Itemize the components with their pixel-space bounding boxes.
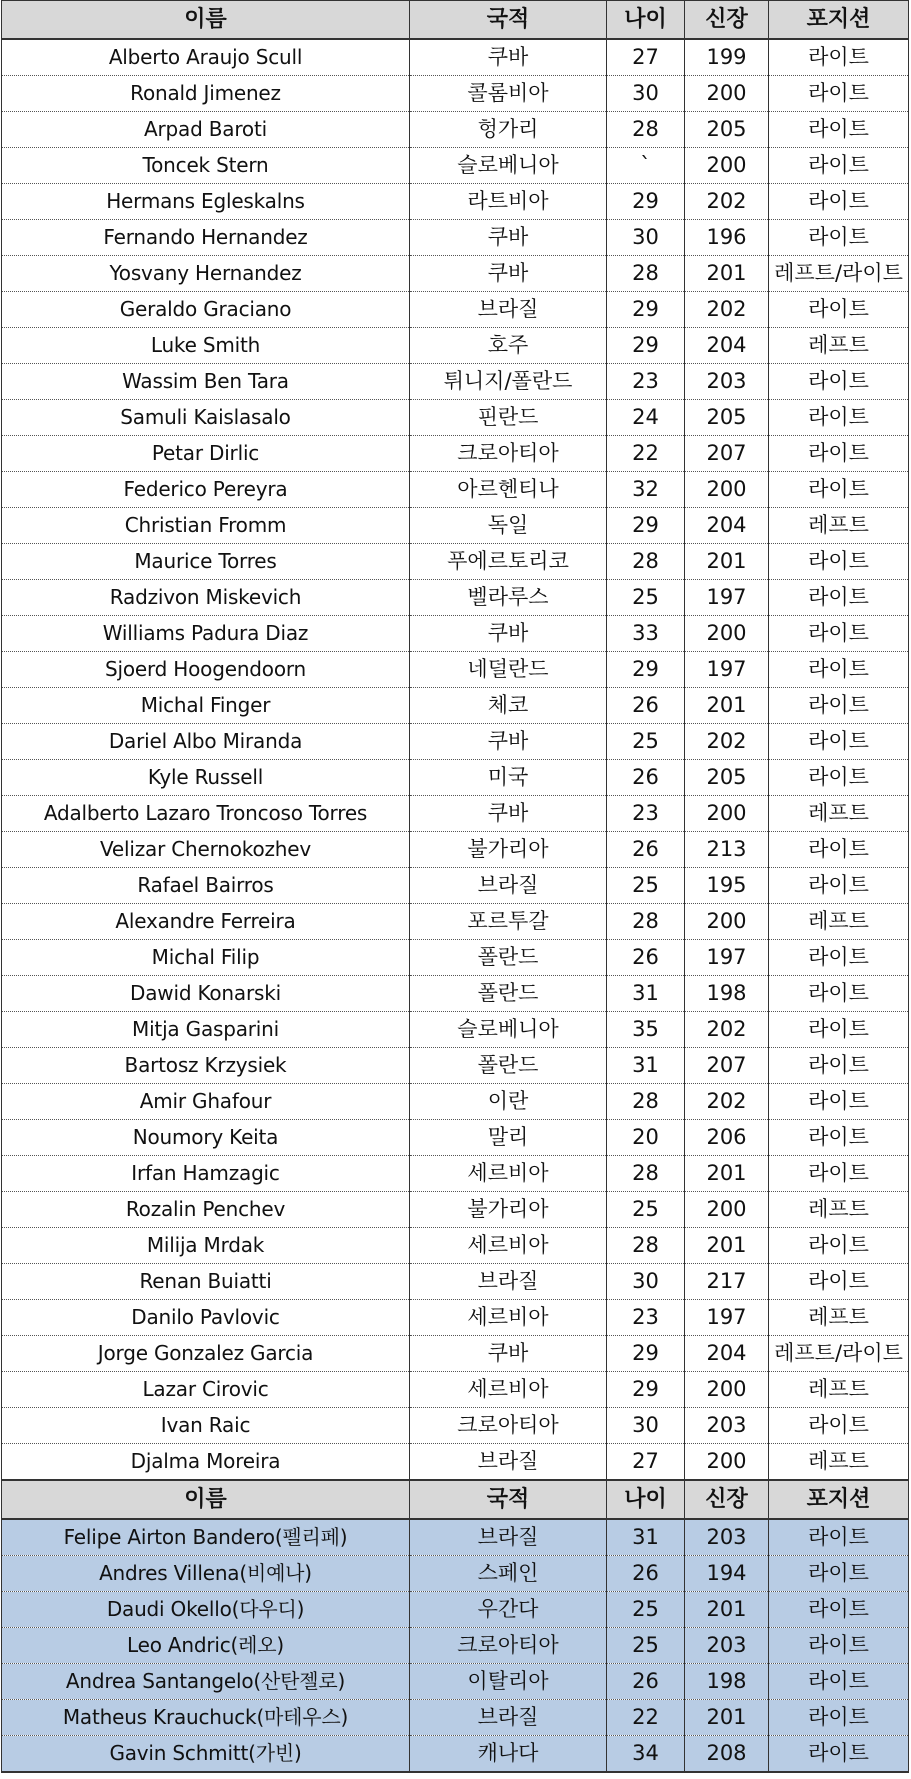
table-row xyxy=(2,976,909,1012)
cell-age: 26 xyxy=(607,688,685,724)
table-row xyxy=(2,1408,909,1444)
cell-name: Alberto Araujo Scull xyxy=(2,39,410,76)
cell-age: 29 xyxy=(607,184,685,220)
cell-age: 25 xyxy=(607,1192,685,1228)
cell-nationality: 아르헨티나 xyxy=(410,472,607,508)
cell-nationality: 쿠바 xyxy=(410,616,607,652)
cell-position: 라이트 xyxy=(769,39,909,76)
cell-name: Daudi Okello(다우디) xyxy=(2,1592,410,1628)
cell-name: Noumory Keita xyxy=(2,1120,410,1156)
header-name: 이름 xyxy=(2,1,410,40)
table-row xyxy=(2,400,909,436)
cell-position: 라이트 xyxy=(769,760,909,796)
cell-nationality: 브라질 xyxy=(410,1700,607,1736)
table-row xyxy=(2,508,909,544)
cell-position: 라이트 xyxy=(769,1228,909,1264)
cell-name: Danilo Pavlovic xyxy=(2,1300,410,1336)
header-row xyxy=(2,1,909,40)
cell-name: Renan Buiatti xyxy=(2,1264,410,1300)
table-row xyxy=(2,1300,909,1336)
table-row xyxy=(2,472,909,508)
cell-name: Geraldo Graciano xyxy=(2,292,410,328)
cell-position: 라이트 xyxy=(769,220,909,256)
cell-position: 라이트 xyxy=(769,1048,909,1084)
cell-age: 31 xyxy=(607,1048,685,1084)
cell-height: 200 xyxy=(685,1372,769,1408)
players-table xyxy=(1,0,909,1773)
cell-nationality: 크로아티아 xyxy=(410,1628,607,1664)
table-row xyxy=(2,436,909,472)
table-row xyxy=(2,1336,909,1372)
table-row xyxy=(2,220,909,256)
cell-name: Federico Pereyra xyxy=(2,472,410,508)
cell-age: 23 xyxy=(607,796,685,832)
cell-age: 29 xyxy=(607,1372,685,1408)
cell-name: Matheus Krauchuck(마테우스) xyxy=(2,1700,410,1736)
table-row xyxy=(2,112,909,148)
cell-age: 23 xyxy=(607,364,685,400)
table-row xyxy=(2,1372,909,1408)
cell-name: Andres Villena(비예나) xyxy=(2,1556,410,1592)
header-nationality: 국적 xyxy=(410,1,607,40)
header-age: 나이 xyxy=(607,1480,685,1519)
cell-nationality: 포르투갈 xyxy=(410,904,607,940)
cell-position: 라이트 xyxy=(769,544,909,580)
cell-nationality: 쿠바 xyxy=(410,220,607,256)
cell-name: Gavin Schmitt(가빈) xyxy=(2,1736,410,1773)
cell-height: 204 xyxy=(685,508,769,544)
cell-age: 28 xyxy=(607,1228,685,1264)
cell-name: Rafael Bairros xyxy=(2,868,410,904)
cell-nationality: 벨라루스 xyxy=(410,580,607,616)
header-position: 포지션 xyxy=(769,1,909,40)
cell-height: 200 xyxy=(685,472,769,508)
cell-age: 22 xyxy=(607,436,685,472)
cell-height: 202 xyxy=(685,724,769,760)
table-row xyxy=(2,796,909,832)
table-row xyxy=(2,39,909,76)
cell-name: Fernando Hernandez xyxy=(2,220,410,256)
cell-height: 203 xyxy=(685,364,769,400)
cell-age: 26 xyxy=(607,1664,685,1700)
cell-position: 라이트 xyxy=(769,652,909,688)
cell-height: 203 xyxy=(685,1408,769,1444)
cell-height: 194 xyxy=(685,1556,769,1592)
cell-name: Luke Smith xyxy=(2,328,410,364)
cell-height: 213 xyxy=(685,832,769,868)
cell-position: 레프트 xyxy=(769,1192,909,1228)
cell-nationality: 불가리아 xyxy=(410,1192,607,1228)
header-height: 신장 xyxy=(685,1480,769,1519)
cell-age: 30 xyxy=(607,1408,685,1444)
cell-height: 202 xyxy=(685,292,769,328)
cell-height: 217 xyxy=(685,1264,769,1300)
table-row xyxy=(2,76,909,112)
cell-position: 레프트 xyxy=(769,1372,909,1408)
cell-age: 20 xyxy=(607,1120,685,1156)
cell-height: 201 xyxy=(685,688,769,724)
cell-position: 라이트 xyxy=(769,364,909,400)
cell-position: 라이트 xyxy=(769,940,909,976)
cell-name: Andrea Santangelo(산탄젤로) xyxy=(2,1664,410,1700)
cell-position: 레프트 xyxy=(769,328,909,364)
header-name: 이름 xyxy=(2,1480,410,1519)
cell-age: 33 xyxy=(607,616,685,652)
cell-age: 29 xyxy=(607,652,685,688)
group-b-rows xyxy=(2,1519,909,1772)
cell-nationality: 브라질 xyxy=(410,1264,607,1300)
cell-height: 203 xyxy=(685,1628,769,1664)
table-row xyxy=(2,580,909,616)
cell-nationality: 불가리아 xyxy=(410,832,607,868)
cell-nationality: 폴란드 xyxy=(410,976,607,1012)
cell-name: Lazar Cirovic xyxy=(2,1372,410,1408)
cell-height: 201 xyxy=(685,1592,769,1628)
cell-age: 29 xyxy=(607,328,685,364)
table-row xyxy=(2,544,909,580)
cell-position: 라이트 xyxy=(769,976,909,1012)
cell-age: 25 xyxy=(607,1628,685,1664)
cell-age: 28 xyxy=(607,112,685,148)
cell-age: 30 xyxy=(607,1264,685,1300)
table-row xyxy=(2,1228,909,1264)
cell-name: Ronald Jimenez xyxy=(2,76,410,112)
cell-nationality: 브라질 xyxy=(410,1519,607,1556)
cell-position: 라이트 xyxy=(769,688,909,724)
cell-height: 205 xyxy=(685,760,769,796)
cell-age: 27 xyxy=(607,39,685,76)
cell-height: 197 xyxy=(685,580,769,616)
cell-name: Samuli Kaislasalo xyxy=(2,400,410,436)
cell-name: Michal Filip xyxy=(2,940,410,976)
header-height: 신장 xyxy=(685,1,769,40)
cell-position: 라이트 xyxy=(769,868,909,904)
table-row xyxy=(2,904,909,940)
cell-name: Williams Padura Diaz xyxy=(2,616,410,652)
cell-name: Kyle Russell xyxy=(2,760,410,796)
table-row xyxy=(2,1048,909,1084)
cell-position: 레프트/라이트 xyxy=(769,1336,909,1372)
cell-name: Leo Andric(레오) xyxy=(2,1628,410,1664)
cell-height: 201 xyxy=(685,1700,769,1736)
cell-position: 라이트 xyxy=(769,400,909,436)
table-row xyxy=(2,256,909,292)
cell-nationality: 라트비아 xyxy=(410,184,607,220)
cell-name: Ivan Raic xyxy=(2,1408,410,1444)
cell-age: 28 xyxy=(607,544,685,580)
cell-name: Radzivon Miskevich xyxy=(2,580,410,616)
cell-height: 202 xyxy=(685,1084,769,1120)
cell-height: 202 xyxy=(685,1012,769,1048)
cell-nationality: 쿠바 xyxy=(410,724,607,760)
cell-position: 라이트 xyxy=(769,1156,909,1192)
cell-age: 27 xyxy=(607,1444,685,1481)
cell-nationality: 폴란드 xyxy=(410,1048,607,1084)
cell-height: 200 xyxy=(685,148,769,184)
cell-height: 200 xyxy=(685,1444,769,1481)
cell-position: 라이트 xyxy=(769,1700,909,1736)
cell-position: 라이트 xyxy=(769,472,909,508)
cell-position: 라이트 xyxy=(769,1084,909,1120)
cell-height: 200 xyxy=(685,904,769,940)
cell-nationality: 체코 xyxy=(410,688,607,724)
table-row xyxy=(2,652,909,688)
cell-nationality: 독일 xyxy=(410,508,607,544)
table-row xyxy=(2,1519,909,1556)
cell-height: 197 xyxy=(685,652,769,688)
header-position: 포지션 xyxy=(769,1480,909,1519)
cell-nationality: 튀니지/폴란드 xyxy=(410,364,607,400)
table-row xyxy=(2,940,909,976)
group-a-rows xyxy=(2,39,909,1480)
cell-name: Maurice Torres xyxy=(2,544,410,580)
cell-name: Christian Fromm xyxy=(2,508,410,544)
cell-name: Rozalin Penchev xyxy=(2,1192,410,1228)
cell-height: 207 xyxy=(685,436,769,472)
cell-nationality: 네덜란드 xyxy=(410,652,607,688)
cell-name: Amir Ghafour xyxy=(2,1084,410,1120)
cell-nationality: 헝가리 xyxy=(410,112,607,148)
cell-name: Bartosz Krzysiek xyxy=(2,1048,410,1084)
cell-nationality: 브라질 xyxy=(410,868,607,904)
cell-nationality: 호주 xyxy=(410,328,607,364)
cell-age: 26 xyxy=(607,940,685,976)
cell-height: 200 xyxy=(685,616,769,652)
table-row xyxy=(2,1120,909,1156)
cell-height: 195 xyxy=(685,868,769,904)
cell-age: 29 xyxy=(607,508,685,544)
cell-age: 29 xyxy=(607,1336,685,1372)
cell-age: 34 xyxy=(607,1736,685,1773)
cell-nationality: 캐나다 xyxy=(410,1736,607,1773)
cell-name: Arpad Baroti xyxy=(2,112,410,148)
cell-position: 라이트 xyxy=(769,580,909,616)
cell-name: Adalberto Lazaro Troncoso Torres xyxy=(2,796,410,832)
cell-position: 라이트 xyxy=(769,1736,909,1773)
cell-nationality: 슬로베니아 xyxy=(410,148,607,184)
cell-height: 205 xyxy=(685,112,769,148)
cell-name: Milija Mrdak xyxy=(2,1228,410,1264)
cell-height: 203 xyxy=(685,1519,769,1556)
cell-height: 200 xyxy=(685,1192,769,1228)
table-row xyxy=(2,1012,909,1048)
header-nationality: 국적 xyxy=(410,1480,607,1519)
cell-height: 197 xyxy=(685,1300,769,1336)
table-row xyxy=(2,1264,909,1300)
cell-nationality: 세르비아 xyxy=(410,1300,607,1336)
cell-name: Wassim Ben Tara xyxy=(2,364,410,400)
cell-age: 35 xyxy=(607,1012,685,1048)
cell-height: 208 xyxy=(685,1736,769,1773)
table-row xyxy=(2,1444,909,1481)
cell-position: 라이트 xyxy=(769,1120,909,1156)
table-row xyxy=(2,148,909,184)
cell-age: 25 xyxy=(607,724,685,760)
cell-age: 25 xyxy=(607,580,685,616)
table-row xyxy=(2,1736,909,1773)
table-row xyxy=(2,688,909,724)
cell-name: Irfan Hamzagic xyxy=(2,1156,410,1192)
cell-age: 25 xyxy=(607,868,685,904)
table-row xyxy=(2,364,909,400)
cell-age: 26 xyxy=(607,1556,685,1592)
cell-position: 라이트 xyxy=(769,1628,909,1664)
table-row xyxy=(2,1592,909,1628)
cell-position: 레프트 xyxy=(769,1444,909,1481)
cell-nationality: 브라질 xyxy=(410,1444,607,1481)
cell-age: 26 xyxy=(607,760,685,796)
cell-nationality: 우간다 xyxy=(410,1592,607,1628)
header-age: 나이 xyxy=(607,1,685,40)
cell-name: Alexandre Ferreira xyxy=(2,904,410,940)
cell-age: ` xyxy=(607,148,685,184)
cell-height: 200 xyxy=(685,76,769,112)
cell-age: 30 xyxy=(607,220,685,256)
cell-position: 라이트 xyxy=(769,1264,909,1300)
cell-age: 28 xyxy=(607,256,685,292)
cell-height: 197 xyxy=(685,940,769,976)
table-row xyxy=(2,832,909,868)
cell-height: 198 xyxy=(685,976,769,1012)
cell-height: 201 xyxy=(685,1228,769,1264)
table-row xyxy=(2,868,909,904)
cell-height: 204 xyxy=(685,328,769,364)
cell-age: 31 xyxy=(607,1519,685,1556)
cell-name: Sjoerd Hoogendoorn xyxy=(2,652,410,688)
cell-nationality: 폴란드 xyxy=(410,940,607,976)
cell-age: 32 xyxy=(607,472,685,508)
cell-age: 31 xyxy=(607,976,685,1012)
cell-nationality: 스페인 xyxy=(410,1556,607,1592)
cell-age: 28 xyxy=(607,1156,685,1192)
cell-height: 206 xyxy=(685,1120,769,1156)
cell-age: 26 xyxy=(607,832,685,868)
cell-position: 레프트 xyxy=(769,796,909,832)
cell-age: 29 xyxy=(607,292,685,328)
table-row xyxy=(2,1156,909,1192)
cell-name: Dawid Konarski xyxy=(2,976,410,1012)
table-row xyxy=(2,724,909,760)
cell-position: 라이트 xyxy=(769,292,909,328)
cell-age: 28 xyxy=(607,1084,685,1120)
cell-position: 라이트 xyxy=(769,184,909,220)
cell-nationality: 크로아티아 xyxy=(410,1408,607,1444)
cell-position: 라이트 xyxy=(769,724,909,760)
cell-position: 라이트 xyxy=(769,1519,909,1556)
cell-height: 202 xyxy=(685,184,769,220)
table-row xyxy=(2,184,909,220)
cell-height: 201 xyxy=(685,544,769,580)
table-row xyxy=(2,616,909,652)
cell-position: 라이트 xyxy=(769,1556,909,1592)
cell-height: 196 xyxy=(685,220,769,256)
cell-height: 199 xyxy=(685,39,769,76)
cell-position: 라이트 xyxy=(769,1012,909,1048)
second-header xyxy=(2,1480,909,1519)
cell-age: 24 xyxy=(607,400,685,436)
cell-name: Dariel Albo Miranda xyxy=(2,724,410,760)
cell-nationality: 말리 xyxy=(410,1120,607,1156)
table-row xyxy=(2,328,909,364)
cell-position: 라이트 xyxy=(769,1664,909,1700)
cell-age: 22 xyxy=(607,1700,685,1736)
cell-nationality: 이란 xyxy=(410,1084,607,1120)
table-row xyxy=(2,1556,909,1592)
cell-name: Michal Finger xyxy=(2,688,410,724)
cell-nationality: 브라질 xyxy=(410,292,607,328)
cell-nationality: 푸에르토리코 xyxy=(410,544,607,580)
cell-age: 23 xyxy=(607,1300,685,1336)
cell-position: 라이트 xyxy=(769,112,909,148)
table-row xyxy=(2,1664,909,1700)
cell-name: Mitja Gasparini xyxy=(2,1012,410,1048)
cell-height: 205 xyxy=(685,400,769,436)
cell-name: Djalma Moreira xyxy=(2,1444,410,1481)
cell-nationality: 세르비아 xyxy=(410,1156,607,1192)
table-row xyxy=(2,292,909,328)
table-row xyxy=(2,1628,909,1664)
cell-nationality: 쿠바 xyxy=(410,1336,607,1372)
cell-name: Felipe Airton Bandero(펠리페) xyxy=(2,1519,410,1556)
cell-age: 30 xyxy=(607,76,685,112)
cell-name: Yosvany Hernandez xyxy=(2,256,410,292)
cell-nationality: 쿠바 xyxy=(410,796,607,832)
cell-nationality: 쿠바 xyxy=(410,256,607,292)
cell-height: 201 xyxy=(685,1156,769,1192)
cell-age: 28 xyxy=(607,904,685,940)
cell-nationality: 세르비아 xyxy=(410,1372,607,1408)
cell-position: 라이트 xyxy=(769,616,909,652)
cell-position: 레프트 xyxy=(769,508,909,544)
cell-position: 라이트 xyxy=(769,436,909,472)
cell-height: 204 xyxy=(685,1336,769,1372)
table-row xyxy=(2,760,909,796)
cell-position: 레프트 xyxy=(769,904,909,940)
cell-height: 201 xyxy=(685,256,769,292)
cell-nationality: 크로아티아 xyxy=(410,436,607,472)
cell-name: Hermans Egleskalns xyxy=(2,184,410,220)
cell-position: 라이트 xyxy=(769,76,909,112)
table-row xyxy=(2,1700,909,1736)
cell-position: 레프트 xyxy=(769,1300,909,1336)
header-row xyxy=(2,1480,909,1519)
cell-nationality: 미국 xyxy=(410,760,607,796)
cell-name: Jorge Gonzalez Garcia xyxy=(2,1336,410,1372)
cell-position: 레프트/라이트 xyxy=(769,256,909,292)
table-row xyxy=(2,1192,909,1228)
cell-nationality: 슬로베니아 xyxy=(410,1012,607,1048)
cell-height: 207 xyxy=(685,1048,769,1084)
cell-height: 200 xyxy=(685,796,769,832)
cell-name: Velizar Chernokozhev xyxy=(2,832,410,868)
cell-age: 25 xyxy=(607,1592,685,1628)
cell-height: 198 xyxy=(685,1664,769,1700)
cell-name: Petar Dirlic xyxy=(2,436,410,472)
cell-nationality: 이탈리아 xyxy=(410,1664,607,1700)
cell-position: 라이트 xyxy=(769,832,909,868)
cell-position: 라이트 xyxy=(769,1592,909,1628)
cell-position: 라이트 xyxy=(769,1408,909,1444)
cell-nationality: 세르비아 xyxy=(410,1228,607,1264)
cell-nationality: 쿠바 xyxy=(410,39,607,76)
cell-position: 라이트 xyxy=(769,148,909,184)
cell-name: Toncek Stern xyxy=(2,148,410,184)
cell-nationality: 핀란드 xyxy=(410,400,607,436)
table-row xyxy=(2,1084,909,1120)
cell-nationality: 콜롬비아 xyxy=(410,76,607,112)
